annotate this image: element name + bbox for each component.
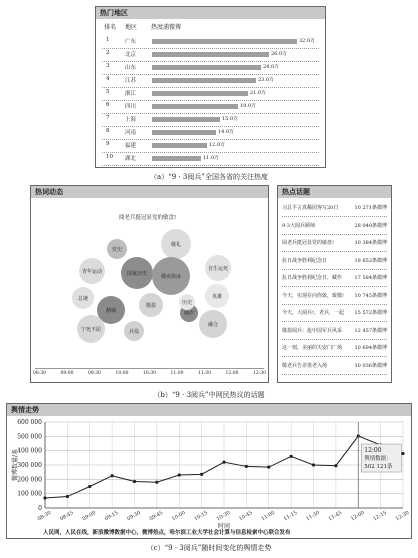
region-row [96, 101, 325, 114]
trend-point [178, 473, 181, 476]
region-row [96, 88, 325, 101]
topic-count: 17 584条微博 [354, 275, 387, 281]
topic-divider [282, 321, 387, 322]
time-tick-label: 09:30 [88, 371, 101, 376]
region-rank: 8 [106, 128, 110, 134]
region-row [96, 75, 325, 88]
x-tick-label: 08:30 [36, 509, 53, 523]
region-heat-bar [152, 156, 201, 161]
topic-count: 10 036条微博 [354, 362, 387, 369]
region-heat-value: 23.0万 [258, 77, 275, 83]
topic-divider [282, 216, 387, 217]
x-tick-label: 12:30 [394, 509, 411, 523]
y-tick-label: 600 000 [17, 419, 42, 426]
region-heat-value: 11.0万 [203, 155, 220, 161]
panel-hot-regions [95, 6, 326, 168]
hot-topic-row[interactable] [282, 274, 387, 284]
hot-word-bubble[interactable]: 敬盈 [139, 293, 163, 317]
topic-text: 敬盈阅兵：抢中国军兵风采 [282, 327, 343, 334]
panel-c-header: 舆情走势 [7, 404, 411, 416]
panel-hot-topics [277, 185, 392, 383]
y-tick-label: 200 000 [17, 476, 42, 484]
x-tick-label: 11:30 [305, 509, 321, 523]
hot-word-bubble[interactable]: 青年运动 [79, 258, 105, 284]
row-divider [102, 165, 319, 166]
topic-divider [282, 304, 387, 305]
trend-point [111, 474, 114, 477]
caption-b: （b）“9 · 3阅兵”中网民热议的话题 [153, 391, 265, 399]
x-tick-label: 12:15 [372, 509, 388, 523]
panel-a-header: 热门地区 [96, 7, 325, 19]
bubble-cloud [31, 186, 268, 382]
region-rank: 3 [106, 63, 110, 69]
y-tick-label: 500 000 [17, 433, 42, 441]
region-heat-value: 14.0万 [218, 129, 235, 135]
trend-point [88, 485, 91, 488]
topic-divider [282, 374, 387, 375]
time-tick-label: 12:30 [253, 371, 266, 376]
y-axis-label: 微博数量/条 [12, 448, 19, 482]
x-tick-label: 11:15 [282, 509, 299, 523]
region-row [96, 36, 325, 49]
topic-count: 28 040条微博 [354, 222, 387, 229]
time-tick-label: 12:00 [225, 371, 239, 376]
hot-word-bubble[interactable]: 总统 [72, 287, 94, 309]
col-rank-header: 排名 [104, 24, 117, 31]
x-tick-label: 09:45 [148, 509, 165, 523]
trend-point [245, 465, 248, 468]
trend-point [290, 455, 293, 458]
x-tick-label: 10:30 [215, 509, 232, 523]
x-tick-label: 10:00 [171, 509, 187, 523]
x-tick-label: 11:45 [327, 509, 344, 523]
time-axis [35, 368, 264, 369]
topic-count: 15 572条微博 [354, 310, 387, 316]
topic-text: 抗日战争胜利纪念日 [282, 257, 328, 264]
topic-text: 阅老兵挺冠显党的敏盘! [282, 240, 335, 246]
hot-topic-row[interactable] [282, 344, 387, 354]
hot-word-bubble[interactable]: 国家历史 [121, 257, 153, 289]
x-tick-label: 09:00 [81, 509, 97, 523]
time-tick-label: 11:00 [170, 371, 184, 376]
y-tick-label: 400 000 [17, 447, 42, 455]
hot-word-bubble[interactable]: 宁死不屈 [77, 315, 105, 343]
region-row [96, 49, 325, 62]
region-name: 山东 [125, 65, 137, 71]
trend-point [155, 481, 158, 484]
x-axis-label: 时间 [217, 523, 231, 530]
hot-word-bubble[interactable]: 历史 [179, 294, 195, 310]
region-row [96, 153, 325, 166]
region-name: 江苏 [125, 78, 137, 84]
region-rank: 7 [106, 115, 110, 121]
region-rank: 10 [106, 154, 113, 160]
region-name: 福建 [125, 143, 137, 149]
panel-hot-words [30, 185, 269, 383]
y-tick-label: 0 [38, 505, 42, 512]
trend-point [200, 473, 203, 476]
x-tick-label: 10:45 [238, 509, 254, 523]
hot-word-bubble[interactable]: 敬礼 [161, 229, 191, 259]
panel-trend [6, 403, 412, 539]
x-tick-label: 10:15 [193, 509, 209, 523]
hot-word-bubble[interactable]: 精城 [97, 296, 125, 324]
hot-topic-row[interactable] [282, 292, 387, 302]
trend-point [43, 496, 46, 499]
source-note: 人民网，人民在线，新浪微博数据中心，微博热点，哈尔滨工业大学社会计算与信息检索中心联合发布 [43, 530, 291, 536]
topic-text: 9·3大阅兵顾师 [282, 222, 315, 229]
topic-divider [282, 234, 387, 235]
panel-b-header: 热词动态 [31, 186, 268, 198]
region-heat-value: 15.0万 [222, 116, 239, 122]
time-tick-label: 08:30 [33, 371, 46, 376]
hot-topic-row[interactable] [282, 239, 387, 249]
topic-count: 10 745条微博 [354, 292, 387, 299]
hot-topic-row[interactable] [282, 309, 387, 319]
topic-count: 10 271条微博 [354, 205, 387, 211]
trend-point [222, 461, 225, 464]
bubble-title: 阅老兵挺冠显党的敏盘! [119, 215, 177, 221]
region-rank: 4 [106, 76, 110, 82]
region-rank: 1 [106, 37, 110, 43]
hot-word-bubble[interactable]: 英雄 [205, 284, 229, 308]
trend-point [334, 464, 337, 467]
region-heat-bar [152, 52, 269, 57]
topic-divider [282, 356, 387, 357]
topic-count: 18 652条微博 [354, 257, 387, 264]
caption-c: （c）“9 · 3阅兵”随时间变化的舆情走势 [146, 544, 272, 552]
time-tick-label: 09:00 [60, 371, 74, 376]
hot-topic-row[interactable] [282, 362, 387, 372]
topic-count: 12 457条微博 [354, 327, 387, 334]
time-tick-label: 10:00 [115, 371, 129, 376]
topic-text: 抗日战争胜利纪念日，藏作 [282, 275, 343, 281]
region-heat-bar [152, 91, 248, 96]
x-tick-label: 08:45 [59, 509, 75, 523]
trend-chart [7, 416, 411, 538]
region-rank: 6 [106, 102, 110, 108]
hot-word-bubble[interactable]: 呐声 [180, 304, 198, 322]
region-rank: 9 [106, 141, 110, 147]
region-name: 湖北 [125, 156, 137, 162]
region-heat-value: 12.0万 [209, 142, 226, 148]
topic-count: 10 384条微博 [354, 240, 387, 246]
topic-count: 10 694条微博 [354, 345, 387, 351]
hot-word-bubble[interactable]: 融合 [199, 310, 227, 338]
region-heat-bar [152, 65, 261, 70]
time-tick-label: 11:30 [198, 371, 211, 376]
x-tick-label: 09:30 [126, 509, 142, 523]
region-heat-bar [152, 39, 297, 44]
topic-text: 今天，大阅兵!，老兵，一起 [282, 310, 345, 316]
region-heat-bar [152, 117, 220, 122]
region-heat-bar [152, 130, 216, 135]
hot-word-bubble[interactable]: 自生运死 [205, 255, 231, 281]
x-tick-label: 12:00 [350, 509, 366, 523]
col-heat-header: 热度浦微博 [151, 24, 182, 31]
region-name: 四川 [125, 104, 137, 110]
region-row [96, 140, 325, 153]
region-heat-bar [152, 78, 256, 83]
region-name: 上海 [125, 117, 137, 123]
hot-topic-row[interactable] [282, 257, 387, 267]
topic-divider [282, 286, 387, 287]
region-heat-value: 32.0万 [299, 38, 316, 44]
x-tick-label: 09:15 [103, 509, 120, 523]
region-name: 河南 [125, 130, 137, 136]
topic-text: 今天，实现在向你致，致敬! [282, 292, 345, 299]
hot-topic-row[interactable] [282, 222, 387, 232]
col-region-header: 地区 [125, 24, 138, 31]
hot-word-bubble[interactable]: 党史 [107, 239, 127, 259]
topic-divider [282, 251, 387, 252]
y-tick-label: 100 000 [17, 490, 42, 498]
region-heat-value: 24.0万 [263, 64, 280, 70]
tooltip-value: 502 121条 [364, 464, 393, 471]
trend-point [133, 480, 136, 483]
region-heat-bar [152, 143, 207, 148]
hot-topic-row[interactable] [282, 204, 387, 214]
topic-divider [282, 269, 387, 270]
region-row [96, 127, 325, 140]
region-heat-value: 21.0万 [250, 90, 267, 96]
region-rank: 5 [106, 89, 110, 95]
x-tick-label: 11:00 [260, 509, 276, 523]
region-name: 浙江 [125, 91, 137, 97]
region-row [96, 62, 325, 75]
caption-a: （a）“9 · 3阅兵”全国各省的关注热度 [150, 173, 268, 181]
topic-text: 敬老兵告差墨老入场 [282, 362, 328, 369]
topic-text: 习总平言真稀园客写20日 [282, 205, 339, 211]
trend-point [66, 495, 69, 498]
hot-topic-row[interactable] [282, 327, 387, 337]
tooltip-label: 舆情数据： [364, 456, 392, 463]
hot-word-bubble[interactable]: 俄卖徐冰 [152, 257, 190, 295]
region-name: 广东 [125, 39, 137, 45]
trend-point [267, 466, 270, 469]
region-heat-bar [152, 104, 238, 109]
region-heat-value: 19.0万 [240, 103, 257, 109]
hot-word-bubble[interactable]: 兵役 [124, 321, 144, 341]
trend-point [401, 452, 404, 455]
panel-b-right-header: 热点话题 [278, 186, 391, 198]
topic-divider [282, 339, 387, 340]
region-rank: 2 [106, 50, 110, 56]
tooltip-time: 12:00 [364, 447, 382, 455]
region-heat-value: 26.0万 [271, 51, 288, 57]
y-tick-label: 300 000 [17, 462, 42, 469]
region-name: 北京 [125, 52, 137, 58]
topic-text: 这一刻，美丽的天安门广场 [282, 345, 343, 351]
region-row [96, 114, 325, 127]
time-tick-label: 10:30 [143, 371, 156, 376]
trend-point [312, 463, 315, 466]
